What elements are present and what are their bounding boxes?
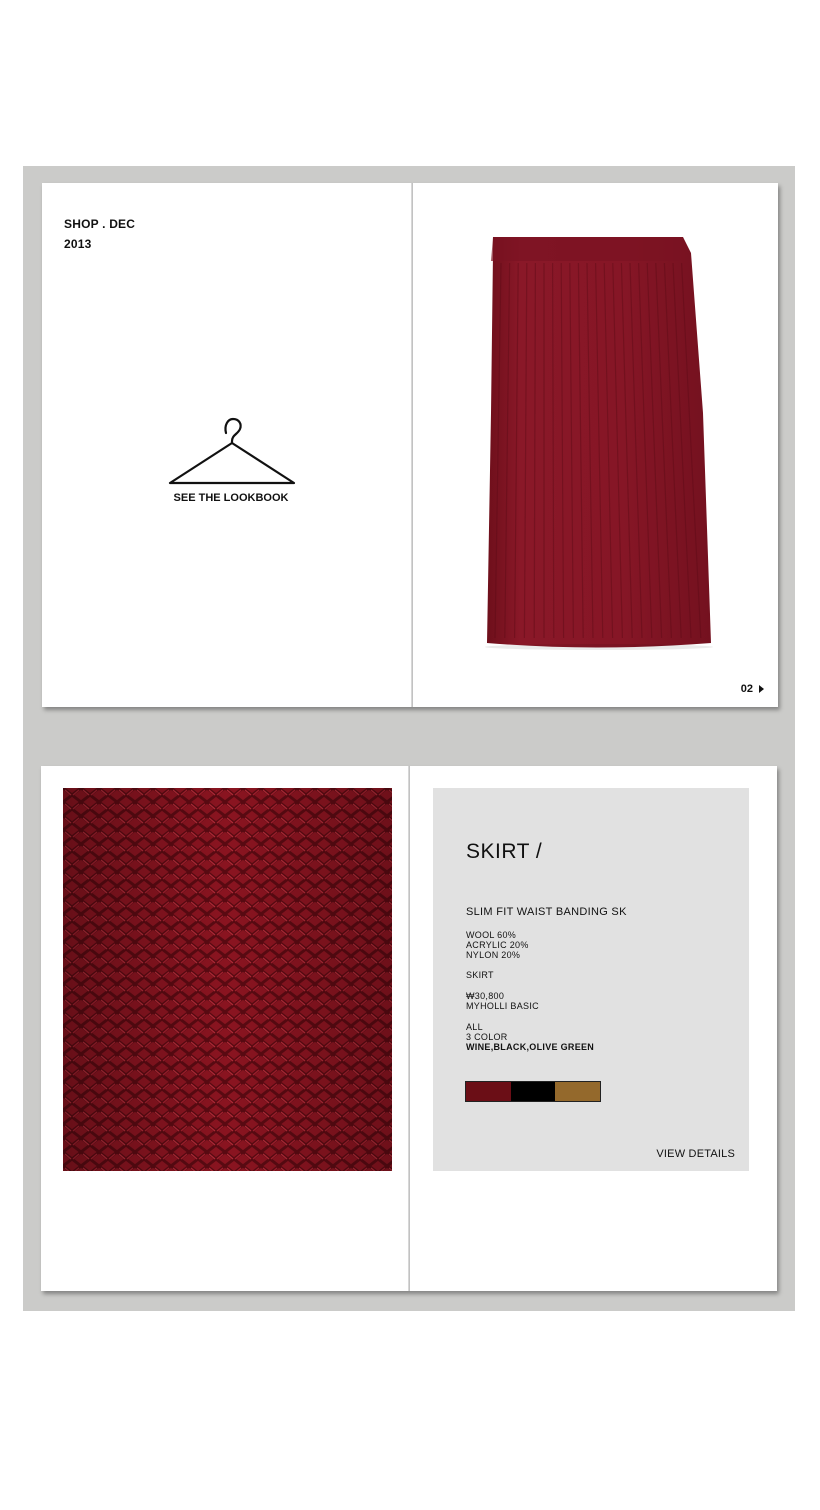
size: ALL	[466, 1022, 483, 1032]
cover-page	[42, 183, 413, 707]
shop-label: SHOP . DEC	[64, 217, 136, 231]
see-lookbook-link[interactable]: SEE THE LOOKBOOK	[173, 492, 289, 504]
color-count: 3 COLOR	[466, 1032, 508, 1042]
page-number: 02	[740, 683, 753, 695]
swatch-black[interactable]	[511, 1082, 556, 1101]
color-swatches	[465, 1081, 601, 1102]
materials-list	[466, 930, 529, 960]
hanger-icon[interactable]	[168, 415, 296, 489]
material-item: ACRYLIC 20%	[466, 940, 529, 950]
color-names: WINE,BLACK,OLIVE GREEN	[466, 1042, 595, 1052]
lookbook-spread-top	[42, 183, 778, 707]
product-info-page	[410, 766, 777, 1291]
material-item: WOOL 60%	[466, 930, 517, 940]
next-page-button[interactable]	[741, 683, 764, 695]
shop-year: 2013	[64, 237, 92, 251]
material-item: NYLON 20%	[466, 950, 521, 960]
skirt-photo	[481, 233, 721, 653]
view-details-link[interactable]: VIEW DETAILS	[656, 1148, 735, 1160]
price: ₩30,800	[466, 991, 505, 1001]
product-type: SKIRT	[466, 970, 494, 980]
knit-texture-photo	[63, 788, 392, 1171]
product-info-panel	[433, 788, 749, 1171]
swatch-olive-green[interactable]	[555, 1082, 600, 1101]
product-name: SLIM FIT WAIST BANDING SK	[466, 906, 627, 918]
lookbook-spread-bottom	[41, 766, 777, 1291]
brand: MYHOLLI BASIC	[466, 1001, 539, 1011]
fabric-detail-page	[41, 766, 410, 1291]
size-colors	[466, 1022, 594, 1052]
product-photo-page	[413, 183, 778, 707]
category-title: SKIRT /	[466, 840, 543, 863]
triangle-right-icon	[759, 685, 764, 693]
swatch-wine[interactable]	[466, 1082, 511, 1101]
shop-date	[64, 214, 135, 254]
price-brand	[466, 991, 539, 1011]
